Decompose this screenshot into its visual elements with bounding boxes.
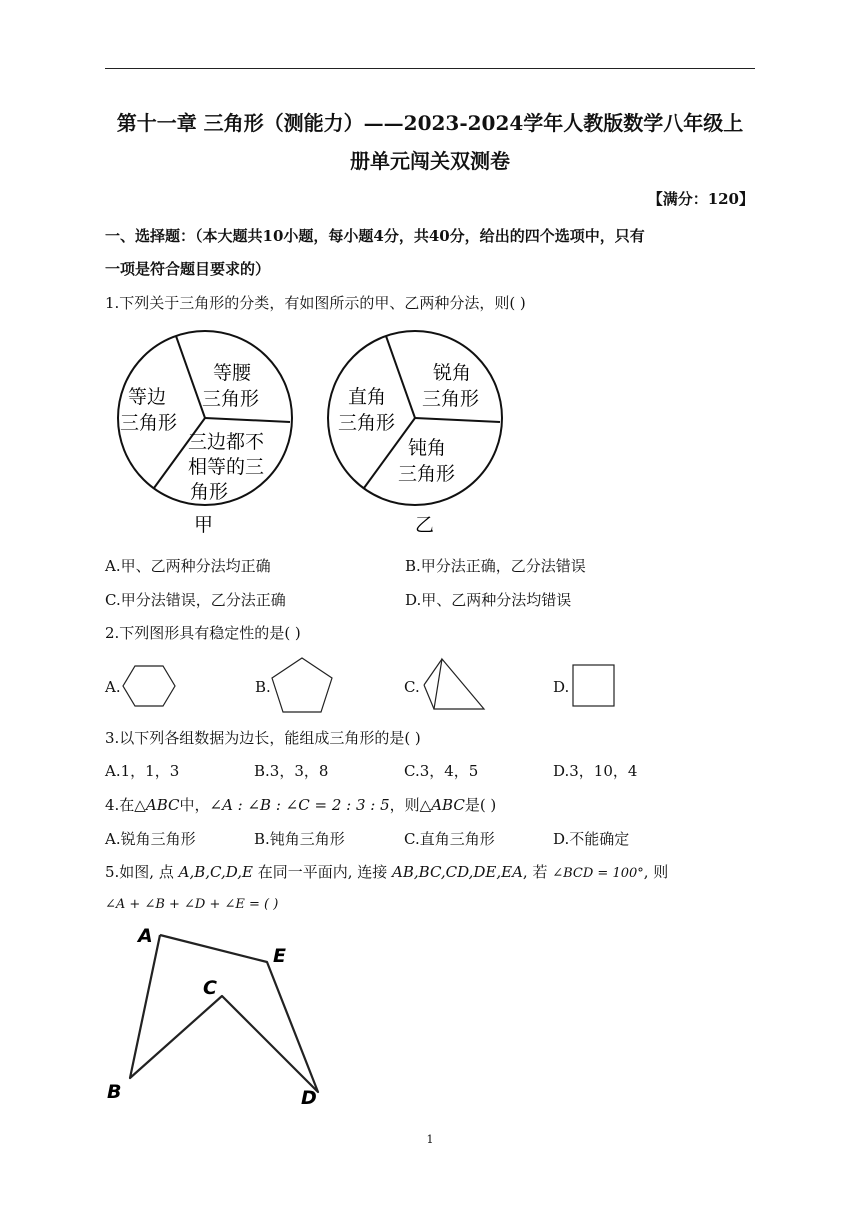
q1-option-c: C.甲分法错误，乙分法正确 [105, 591, 286, 609]
title-line-1: 第十一章 三角形（测能力）——2023-2024学年人教版数学八年级上 [116, 111, 744, 135]
q4-triangle-name-2: ABC [431, 796, 465, 814]
yi-acute-line2: 三角形 [422, 388, 480, 410]
yi-obtuse-line1: 钝角 [408, 437, 447, 459]
q5-stem-prefix: 5.如图, 点 [105, 863, 179, 881]
q1-option-d: D.甲、乙两种分法均错误 [405, 591, 572, 609]
q4-option-a: A.锐角三角形 [105, 830, 196, 848]
divider-jia-1 [176, 336, 205, 418]
divider-jia-2 [205, 418, 290, 422]
jia-equilateral-line1: 等边 [128, 386, 167, 408]
q2-option-d-label: D. [553, 678, 570, 696]
q4-option-c: C.直角三角形 [404, 830, 495, 848]
q5-segments: AB,BC,CD,DE,EA [392, 863, 523, 881]
q3-option-b: B.3，3，8 [254, 762, 329, 780]
jia-isosceles-line2: 三角形 [202, 388, 260, 410]
figure-jia [118, 331, 292, 536]
q3-option-a: A.1，1，3 [105, 762, 180, 780]
section-heading-line-1: 一、选择题：（本大题共10小题，每小题4分，共40分，给出的四个选项中，只有 [105, 227, 645, 245]
header-rule [105, 68, 755, 69]
jia-scalene-line3: 角形 [190, 481, 229, 503]
q4-angle-ratio: A : ∠B : ∠C = 2 : 3 : 5 [222, 796, 390, 814]
q5-label-e: E [273, 945, 286, 967]
question-5-stem-line1 [105, 862, 668, 884]
yi-acute-line1: 锐角 [433, 362, 472, 384]
q4-stem-prefix: 4.在△ [105, 796, 146, 814]
yi-right-line1: 直角 [348, 386, 387, 408]
q4-stem-suffix: 是( ) [464, 796, 497, 814]
q3-option-c: C.3，4，5 [404, 762, 479, 780]
q3-option-d: D.3，10，4 [553, 762, 638, 780]
q2-square-shape [571, 663, 617, 709]
yi-right-line2: 三角形 [338, 412, 396, 434]
q4-stem-mid2: ，则△ [389, 796, 432, 814]
q4-option-d: D.不能确定 [553, 830, 630, 848]
q5-label-b: B [107, 1081, 122, 1103]
jia-equilateral-line2: 三角形 [120, 412, 178, 434]
question-5-stem-line2: ∠A + ∠B + ∠D + ∠E = ( ) [105, 897, 279, 912]
question-2-stem: 2.下列图形具有稳定性的是( ) [105, 624, 301, 642]
q5-stem-suffix: , 则 [643, 863, 669, 881]
q1-option-a: A.甲、乙两种分法均正确 [105, 557, 271, 575]
page-number: 1 [426, 1133, 434, 1146]
q5-stem-mid: 在同一平面内, 连接 [252, 863, 393, 881]
q4-triangle-name-1: ABC [145, 796, 180, 814]
question-4-stem [105, 795, 496, 815]
q2-triangle-shape [420, 657, 488, 713]
divider-yi-1 [386, 336, 415, 418]
caption-jia: 甲 [194, 514, 214, 536]
jia-scalene-line1: 三边都不 [188, 431, 265, 453]
q2-option-c-label: C. [404, 678, 420, 696]
divider-yi-2 [415, 418, 500, 422]
caption-yi: 乙 [415, 514, 435, 536]
section-heading-line-2: 一项是符合题目要求的） [105, 260, 271, 278]
question-3-stem: 3.以下列各组数据为边长，能组成三角形的是( ) [105, 729, 421, 747]
jia-scalene-line2: 相等的三 [188, 456, 265, 478]
q1-option-b: B.甲分法正确，乙分法错误 [405, 557, 586, 575]
figure-yi [328, 331, 502, 536]
question-1-stem: 1.下列关于三角形的分类，有如图所示的甲、乙两种分法，则( ) [105, 294, 526, 312]
q2-pentagon-shape [270, 656, 336, 714]
q4-option-b: B.钝角三角形 [254, 830, 345, 848]
q5-pentagon-figure [100, 920, 340, 1110]
q2-option-b-label: B. [255, 678, 271, 696]
q4-stem-mid: 中，∠ [179, 796, 223, 814]
q5-label-d: D [301, 1087, 317, 1109]
q5-label-c: C [203, 977, 217, 999]
q5-angle-condition: ∠BCD = 100° [552, 866, 644, 881]
title-line-2: 册单元闯关双测卷 [350, 149, 510, 173]
q5-stem-mid2: , 若 [522, 863, 553, 881]
q1-classification-figures [110, 330, 510, 540]
q5-label-a: A [138, 925, 153, 947]
q2-hexagon-shape [122, 664, 178, 710]
yi-obtuse-line2: 三角形 [398, 463, 456, 485]
full-score: 【满分：120】 [647, 190, 754, 208]
q5-points: A,B,C,D,E [178, 863, 253, 881]
q2-option-a-label: A. [105, 678, 121, 696]
q5-polygon-abcde [130, 935, 318, 1092]
jia-isosceles-line1: 等腰 [213, 362, 252, 384]
